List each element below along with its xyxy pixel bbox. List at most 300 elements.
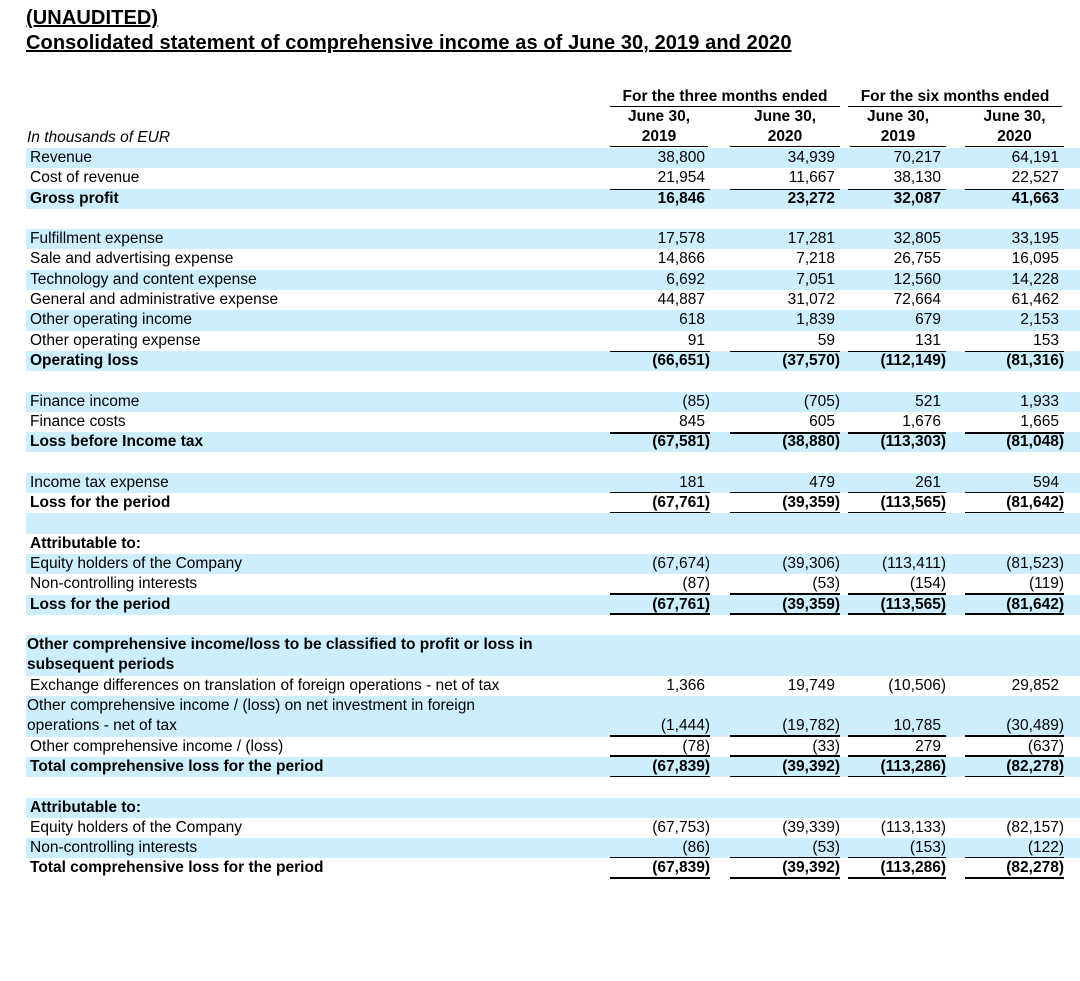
cell-value: 41,663 <box>1011 189 1059 207</box>
value-cell-col1 <box>600 412 710 432</box>
value-cell-col2 <box>710 676 840 696</box>
row-label: Technology and content expense <box>30 270 257 288</box>
value-cell-col4 <box>946 574 1064 594</box>
cell-value: (78) <box>682 737 710 755</box>
value-cell-col3 <box>840 513 946 533</box>
value-cell-col3 <box>840 351 946 371</box>
value-cell-col1 <box>600 270 710 290</box>
value-cell-col3 <box>840 209 946 229</box>
value-cell-col3 <box>840 412 946 432</box>
value-cell-col2 <box>710 270 840 290</box>
row-padding <box>1064 290 1080 310</box>
cell-value: 1,366 <box>666 676 705 694</box>
cell-value: (637) <box>1027 737 1064 755</box>
value-cell-col2 <box>710 189 840 209</box>
cell-value: 29,852 <box>1011 676 1059 694</box>
table-row <box>26 696 1080 737</box>
row-padding <box>1064 270 1080 290</box>
row-label: Gross profit <box>30 189 119 207</box>
row-padding <box>1064 392 1080 412</box>
value-cell-col1 <box>600 493 710 513</box>
value-cell-col1 <box>600 331 710 351</box>
value-cell-col4 <box>946 310 1064 330</box>
value-cell-col4 <box>946 655 1064 675</box>
cell-value: (37,570) <box>782 351 840 369</box>
value-cell-col3 <box>840 858 946 878</box>
cell-value: (86) <box>682 839 710 857</box>
total-row <box>26 432 1080 452</box>
value-cell-col2 <box>710 838 840 858</box>
value-cell-col4 <box>946 209 1064 229</box>
cell-value: (39,359) <box>782 494 840 512</box>
row-padding <box>1064 757 1080 777</box>
value-cell-col1 <box>600 574 710 594</box>
value-cell-col2 <box>710 858 840 878</box>
section-heading-row <box>26 635 1080 676</box>
cell-value: 17,281 <box>787 230 835 248</box>
row-label: Equity holders of the Company <box>30 818 242 836</box>
value-cell-col2 <box>710 757 840 777</box>
row-label: General and administrative expense <box>30 291 279 309</box>
value-cell-col2 <box>710 737 840 757</box>
value-cell-col3 <box>840 777 946 797</box>
cell-value: (38,880) <box>782 433 840 451</box>
row-label: Fulfillment expense <box>30 230 164 248</box>
cell-value: (122) <box>1027 839 1064 857</box>
row-label: Other operating expense <box>30 331 201 349</box>
value-cell-col1 <box>600 209 710 229</box>
value-cell-col4 <box>946 452 1064 472</box>
cell-value: (81,523) <box>1006 554 1064 572</box>
value-cell-col4 <box>946 371 1064 391</box>
value-cell-col4 <box>946 757 1064 777</box>
table-row <box>26 737 1080 757</box>
row-padding <box>1064 676 1080 696</box>
value-cell-col2 <box>710 473 840 493</box>
value-cell-col2 <box>710 574 840 594</box>
value-cell-col1 <box>600 655 710 675</box>
value-cell-col3 <box>840 615 946 635</box>
spacer-row <box>26 777 1080 797</box>
row-padding <box>1064 696 1080 737</box>
row-label: Other comprehensive income/loss to be classified to profit or loss in subsequent periods <box>27 636 533 674</box>
value-cell-col2 <box>710 168 840 188</box>
value-cell-col1 <box>600 554 710 574</box>
row-label: Attributable to: <box>30 534 142 552</box>
cell-value: 26,755 <box>893 250 941 268</box>
row-padding <box>1064 818 1080 838</box>
value-cell-col3 <box>840 229 946 249</box>
col2-month: June 30, <box>753 108 817 125</box>
table-row <box>26 412 1080 432</box>
value-cell-col4 <box>946 392 1064 412</box>
cell-value: (10,506) <box>888 676 946 694</box>
table-row <box>26 473 1080 493</box>
cell-value: (39,392) <box>782 859 840 877</box>
cell-value: (67,753) <box>652 818 710 836</box>
value-cell-col1 <box>600 432 710 452</box>
row-padding <box>1064 452 1080 472</box>
cell-value: 181 <box>679 473 705 491</box>
cell-value: 845 <box>679 412 705 430</box>
cell-value: (67,839) <box>652 859 710 877</box>
value-cell-col2 <box>710 331 840 351</box>
row-label: Finance costs <box>30 412 126 430</box>
row-label: Loss for the period <box>30 595 171 613</box>
value-cell-col4 <box>946 777 1064 797</box>
cell-value: (113,565) <box>880 494 946 512</box>
cell-value: 16,095 <box>1011 250 1059 268</box>
value-cell-col1 <box>600 676 710 696</box>
value-cell-col4 <box>946 513 1064 533</box>
cell-value: (153) <box>909 839 946 857</box>
row-label: Equity holders of the Company <box>30 554 242 572</box>
value-cell-col2 <box>710 371 840 391</box>
value-cell-col4 <box>946 534 1064 554</box>
value-cell-col3 <box>840 676 946 696</box>
value-cell-col3 <box>840 838 946 858</box>
value-cell-col2 <box>710 229 840 249</box>
cell-value: 261 <box>915 473 941 491</box>
value-cell-col1 <box>600 615 710 635</box>
cell-value: 34,939 <box>787 149 835 166</box>
table-row <box>26 574 1080 594</box>
value-cell-col1 <box>600 229 710 249</box>
total-row <box>26 757 1080 777</box>
row-padding <box>1064 858 1080 878</box>
row-padding <box>1064 432 1080 452</box>
spacer-row <box>26 615 1080 635</box>
value-cell-col2 <box>710 777 840 797</box>
value-cell-col2 <box>710 615 840 635</box>
total-row <box>26 189 1080 209</box>
value-cell-col2 <box>710 818 840 838</box>
value-cell-col3 <box>840 493 946 513</box>
value-cell-col1 <box>600 168 710 188</box>
header-three-months: For the three months ended <box>610 88 840 107</box>
row-label: Non-controlling interests <box>30 575 198 593</box>
page-title: Consolidated statement of comprehensive income as of June 30, 2019 and 2020 <box>26 32 792 54</box>
cell-value: (1,444) <box>660 717 710 735</box>
cell-value: 17,578 <box>657 230 705 248</box>
cell-value: (113,411) <box>881 554 946 572</box>
value-cell-col1 <box>600 513 710 533</box>
row-padding <box>1064 737 1080 757</box>
statement-table <box>26 148 1080 879</box>
value-cell-col1 <box>600 148 710 168</box>
value-cell-col1 <box>600 737 710 757</box>
cell-value: (53) <box>812 839 840 857</box>
cell-value: 279 <box>915 737 941 755</box>
cell-value: 32,087 <box>893 189 941 207</box>
row-padding <box>1064 371 1080 391</box>
row-padding <box>1064 635 1080 676</box>
value-cell-col4 <box>946 858 1064 878</box>
cell-value: (30,489) <box>1006 717 1064 735</box>
value-cell-col2 <box>710 452 840 472</box>
table-row <box>26 331 1080 351</box>
row-label: Other comprehensive income / (loss) on net investment in foreign operations - net of tax <box>27 697 475 735</box>
row-label: Loss before Income tax <box>30 433 204 451</box>
value-cell-col2 <box>710 432 840 452</box>
row-padding <box>1064 189 1080 209</box>
table-row <box>26 818 1080 838</box>
value-cell-col1 <box>600 798 710 818</box>
value-cell-col4 <box>946 270 1064 290</box>
value-cell-col1 <box>600 351 710 371</box>
total-row <box>26 493 1080 513</box>
row-padding <box>1064 574 1080 594</box>
cell-value: 594 <box>1033 473 1059 491</box>
cell-value: (113,286) <box>880 859 946 877</box>
row-label: Other comprehensive income / (loss) <box>30 737 284 755</box>
value-cell-col3 <box>840 473 946 493</box>
cell-value: 32,805 <box>893 230 941 248</box>
cell-value: (67,761) <box>652 595 710 613</box>
value-cell-col2 <box>710 412 840 432</box>
value-cell-col2 <box>710 595 840 615</box>
cell-value: (67,761) <box>652 494 710 512</box>
table-row <box>26 310 1080 330</box>
cell-value: 679 <box>915 311 941 329</box>
value-cell-col2 <box>710 351 840 371</box>
cell-value: 6,692 <box>666 270 705 288</box>
value-cell-col4 <box>946 249 1064 269</box>
value-cell-col2 <box>710 249 840 269</box>
row-padding <box>1064 331 1080 351</box>
value-cell-col3 <box>840 270 946 290</box>
value-cell-col4 <box>946 189 1064 209</box>
row-padding <box>1064 493 1080 513</box>
value-cell-col1 <box>600 249 710 269</box>
value-cell-col4 <box>946 432 1064 452</box>
row-padding <box>1064 168 1080 188</box>
col4-month: June 30, <box>983 108 1046 125</box>
row-padding <box>1064 412 1080 432</box>
row-label: Finance income <box>30 392 140 410</box>
value-cell-col2 <box>710 148 840 168</box>
cell-value: 12,560 <box>893 270 941 288</box>
cell-value: 131 <box>915 331 941 349</box>
cell-value: 153 <box>1033 331 1059 349</box>
value-cell-col3 <box>840 331 946 351</box>
value-cell-col3 <box>840 189 946 209</box>
table-row <box>26 392 1080 412</box>
value-cell-col1 <box>600 757 710 777</box>
value-cell-col4 <box>946 412 1064 432</box>
value-cell-col4 <box>946 148 1064 168</box>
value-cell-col2 <box>710 554 840 574</box>
row-padding <box>1064 798 1080 818</box>
cell-value: (154) <box>909 575 946 593</box>
cell-value: 618 <box>679 311 705 329</box>
spacer-row <box>26 452 1080 472</box>
row-label: Other operating income <box>30 311 192 329</box>
value-cell-col3 <box>840 432 946 452</box>
value-cell-col2 <box>710 209 840 229</box>
cell-value: 44,887 <box>657 291 705 309</box>
cell-value: (82,278) <box>1006 757 1064 775</box>
row-label: Sale and advertising expense <box>30 250 234 268</box>
cell-value: (113,133) <box>880 818 946 836</box>
cell-value: 1,665 <box>1020 412 1059 430</box>
cell-value: (39,306) <box>782 554 840 572</box>
row-label: Total comprehensive loss for the period <box>30 757 324 775</box>
value-cell-col2 <box>710 655 840 675</box>
cell-value: (82,157) <box>1006 818 1064 836</box>
cell-value: (81,316) <box>1006 351 1064 369</box>
total-row <box>26 595 1080 615</box>
value-cell-col2 <box>710 310 840 330</box>
cell-value: 72,664 <box>893 291 941 309</box>
value-cell-col4 <box>946 716 1064 736</box>
cell-value: (81,048) <box>1006 433 1064 451</box>
row-padding <box>1064 534 1080 554</box>
cell-value: 61,462 <box>1011 291 1059 309</box>
row-label: Non-controlling interests <box>30 839 198 857</box>
cell-value: (705) <box>803 392 840 410</box>
col3-month: June 30, <box>866 108 930 125</box>
table-row <box>26 249 1080 269</box>
units-label: In thousands of EUR <box>27 129 171 146</box>
value-cell-col1 <box>600 452 710 472</box>
value-cell-col4 <box>946 818 1064 838</box>
cell-value: (119) <box>1028 575 1064 593</box>
cell-value: 479 <box>809 473 835 491</box>
cell-value: (85) <box>682 392 710 410</box>
value-cell-col1 <box>600 838 710 858</box>
value-cell-col4 <box>946 493 1064 513</box>
value-cell-col1 <box>600 534 710 554</box>
section-heading-row <box>26 534 1080 554</box>
cell-value: 10,785 <box>893 717 941 735</box>
value-cell-col3 <box>840 595 946 615</box>
cell-value: 1,933 <box>1020 392 1059 410</box>
value-cell-col4 <box>946 676 1064 696</box>
row-padding <box>1064 554 1080 574</box>
cell-value: 1,676 <box>902 412 941 430</box>
value-cell-col1 <box>600 290 710 310</box>
cell-value: 23,272 <box>787 189 835 207</box>
col1-year: 2019 <box>610 128 708 147</box>
table-row <box>26 676 1080 696</box>
cell-value: 91 <box>687 331 705 349</box>
cell-value: 11,667 <box>788 169 835 187</box>
cell-value: 21,954 <box>657 169 705 187</box>
cell-value: (19,782) <box>782 717 840 735</box>
table-row <box>26 148 1080 168</box>
cell-value: (112,149) <box>880 351 946 369</box>
value-cell-col1 <box>600 818 710 838</box>
table-row <box>26 554 1080 574</box>
cell-value: (113,286) <box>880 757 946 775</box>
col1-month: June 30, <box>627 108 691 125</box>
row-label: Exchange differences on translation of foreign operations - net of tax <box>30 676 500 694</box>
value-cell-col3 <box>840 818 946 838</box>
value-cell-col3 <box>840 168 946 188</box>
row-padding <box>1064 148 1080 168</box>
value-cell-col4 <box>946 351 1064 371</box>
value-cell-col3 <box>840 737 946 757</box>
total-row <box>26 351 1080 371</box>
col4-year: 2020 <box>965 128 1064 147</box>
cell-value: 14,228 <box>1011 270 1059 288</box>
cell-value: 59 <box>817 331 835 349</box>
row-padding <box>1064 838 1080 858</box>
table-row <box>26 168 1080 188</box>
cell-value: (113,565) <box>880 595 946 613</box>
value-cell-col4 <box>946 290 1064 310</box>
row-padding <box>1064 513 1080 533</box>
value-cell-col3 <box>840 655 946 675</box>
row-label: Operating loss <box>30 351 139 369</box>
value-cell-col1 <box>600 858 710 878</box>
unaudited-label: (UNAUDITED) <box>26 7 159 29</box>
value-cell-col1 <box>600 392 710 412</box>
row-padding <box>1064 351 1080 371</box>
cell-value: 7,218 <box>796 250 835 268</box>
table-row <box>26 229 1080 249</box>
value-cell-col1 <box>600 473 710 493</box>
value-cell-col4 <box>946 838 1064 858</box>
value-cell-col3 <box>840 452 946 472</box>
value-cell-col4 <box>946 615 1064 635</box>
value-cell-col1 <box>600 310 710 330</box>
value-cell-col3 <box>840 371 946 391</box>
total-row <box>26 858 1080 878</box>
value-cell-col1 <box>600 777 710 797</box>
value-cell-col2 <box>710 534 840 554</box>
value-cell-col3 <box>840 554 946 574</box>
value-cell-col3 <box>840 290 946 310</box>
value-cell-col4 <box>946 473 1064 493</box>
cell-value: (39,359) <box>782 595 840 613</box>
cell-value: 19,749 <box>787 676 835 694</box>
cell-value: (67,839) <box>652 757 710 775</box>
cell-value: (66,651) <box>652 351 710 369</box>
value-cell-col1 <box>600 595 710 615</box>
cell-value: (113,303) <box>880 433 946 451</box>
table-row <box>26 838 1080 858</box>
cell-value: 14,866 <box>657 250 705 268</box>
value-cell-col2 <box>710 392 840 412</box>
cell-value: 38,130 <box>893 169 941 187</box>
cell-value: (82,278) <box>1006 859 1064 877</box>
row-label: Attributable to: <box>30 798 142 816</box>
cell-value: 2,153 <box>1020 311 1059 329</box>
value-cell-col3 <box>840 798 946 818</box>
table-row <box>26 290 1080 310</box>
header-six-months: For the six months ended <box>848 88 1062 107</box>
cell-value: 38,800 <box>657 149 705 166</box>
cell-value: 16,846 <box>657 189 705 207</box>
cell-value: (67,581) <box>652 433 710 451</box>
value-cell-col3 <box>840 716 946 736</box>
value-cell-col3 <box>840 534 946 554</box>
row-label: Loss for the period <box>30 494 171 512</box>
table-row <box>26 270 1080 290</box>
cell-value: (53) <box>812 575 840 593</box>
value-cell-col4 <box>946 331 1064 351</box>
value-cell-col4 <box>946 737 1064 757</box>
row-label: Cost of revenue <box>30 169 140 187</box>
cell-value: 70,217 <box>893 149 941 166</box>
value-cell-col4 <box>946 798 1064 818</box>
value-cell-col2 <box>710 798 840 818</box>
value-cell-col3 <box>840 574 946 594</box>
row-label: Revenue <box>30 149 93 166</box>
cell-value: (87) <box>682 575 710 593</box>
